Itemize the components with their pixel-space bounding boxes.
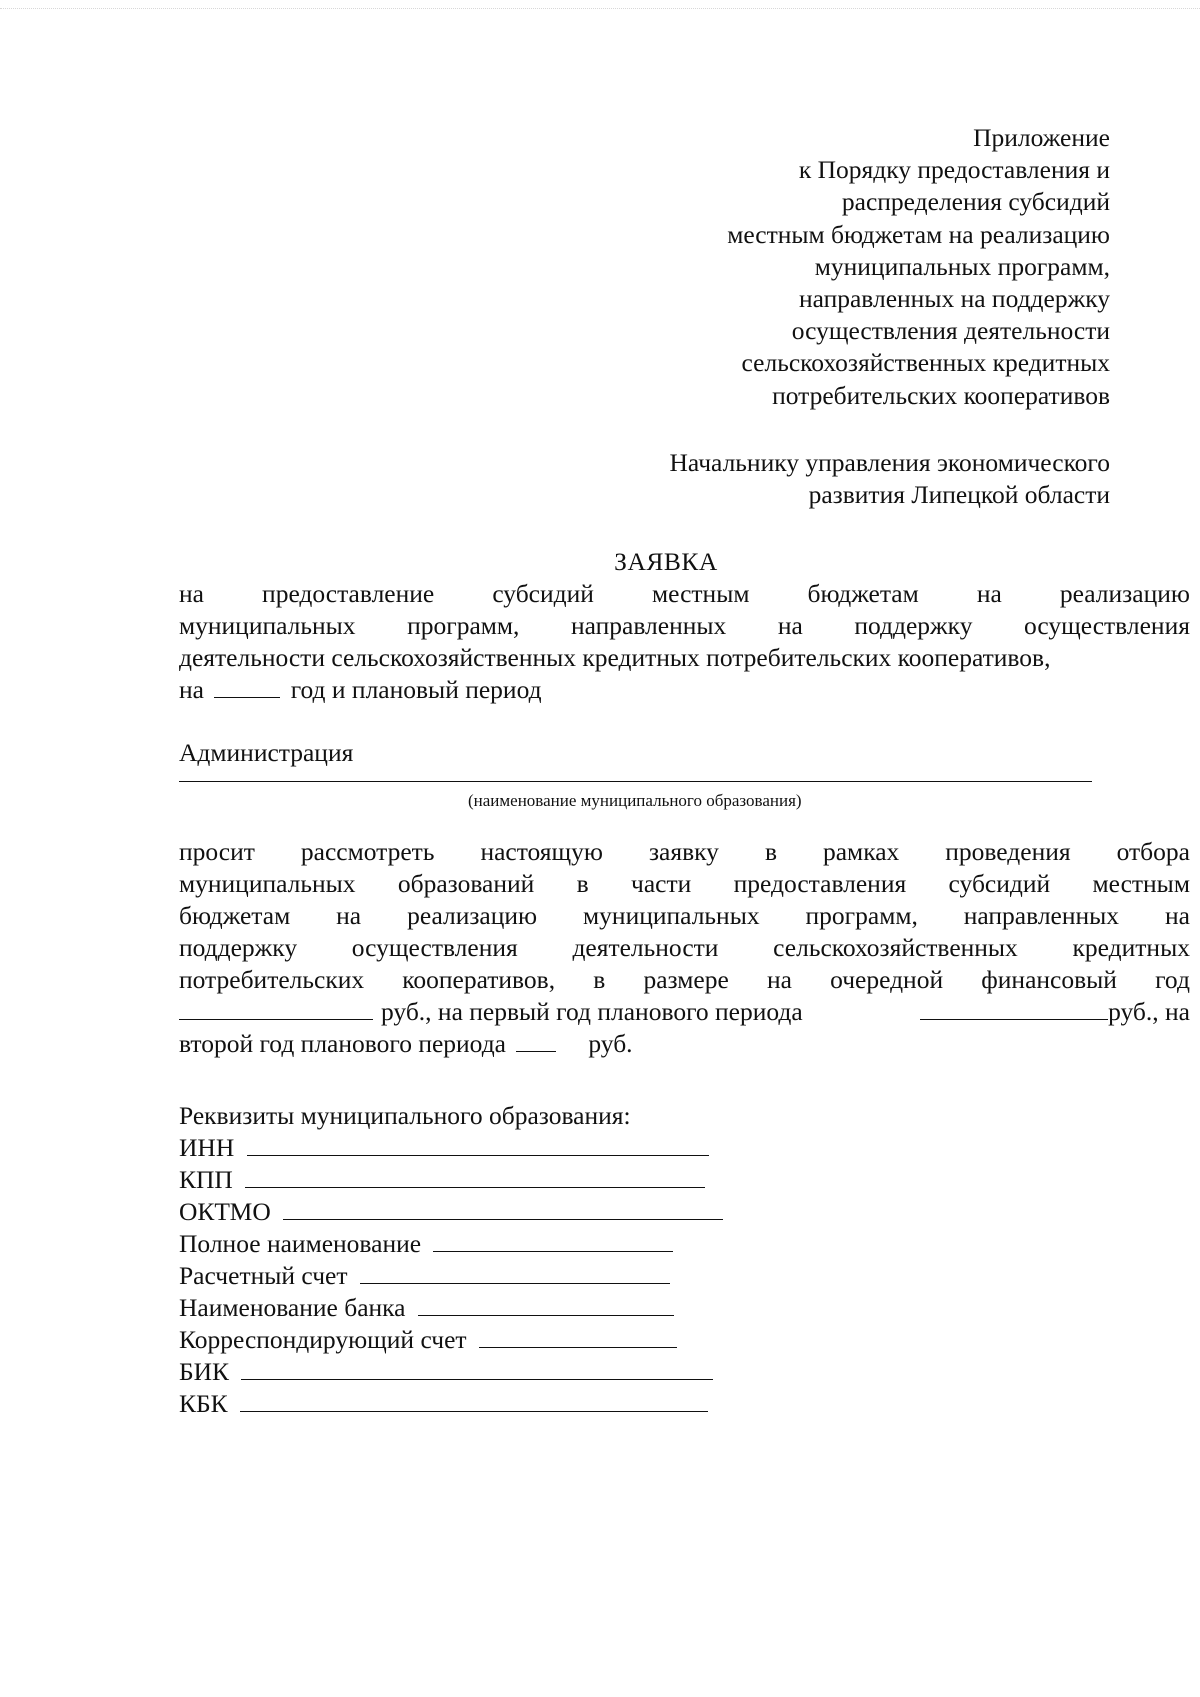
word: на — [777, 611, 803, 640]
appendix-line: осуществления деятельности — [791, 316, 1110, 346]
word: рамках — [822, 837, 900, 866]
word: муниципальных — [583, 901, 760, 930]
word: субсидий — [948, 869, 1051, 898]
word: образований — [397, 869, 535, 898]
word: поддержку — [854, 611, 973, 640]
kpp-blank-field[interactable] — [245, 1165, 705, 1188]
word: программ, — [407, 611, 520, 640]
word: бюджетам — [807, 579, 919, 608]
appendix-line: распределения субсидий — [841, 187, 1110, 217]
appendix-line: к Порядку предоставления и — [798, 155, 1110, 185]
word: в — [576, 869, 589, 898]
word: руб., на первый год планового периода — [381, 997, 803, 1026]
requisite-label: ОКТМО — [179, 1197, 271, 1226]
addressee-line: развития Липецкой области — [808, 480, 1110, 509]
requisites-heading: Реквизиты муниципального образования: — [179, 1101, 631, 1130]
word: муниципальных — [179, 869, 356, 898]
addressee-block — [550, 447, 1110, 511]
word: на — [976, 579, 1002, 608]
next-year-amount-blank-field[interactable] — [179, 997, 373, 1020]
requisite-bik — [179, 1356, 713, 1388]
word: бюджетам — [179, 901, 291, 930]
word: предоставление — [262, 579, 435, 608]
word: муниципальных — [179, 611, 356, 640]
word: заявку — [648, 837, 719, 866]
request-line-3 — [179, 900, 1190, 932]
appendix-header — [550, 122, 1110, 412]
word: просит — [179, 837, 255, 866]
oktmo-blank-field[interactable] — [283, 1197, 723, 1220]
appendix-line: муниципальных программ, — [814, 251, 1110, 281]
word: на — [766, 965, 792, 994]
word: год — [1155, 965, 1190, 994]
addressee-line: Начальнику управления экономического — [669, 448, 1110, 477]
appendix-line: направленных на поддержку — [798, 284, 1110, 314]
word: на — [179, 579, 204, 608]
requisite-kbk — [179, 1388, 708, 1420]
request-line-6 — [179, 996, 1190, 1028]
inn-blank-field[interactable] — [247, 1133, 709, 1156]
requisite-label: БИК — [179, 1357, 230, 1386]
word: руб., на — [1108, 997, 1190, 1026]
appendix-line: сельскохозяйственных кредитных — [741, 348, 1110, 378]
corr-account-blank-field[interactable] — [479, 1325, 677, 1348]
word: реализацию — [407, 901, 538, 930]
year-blank-field[interactable] — [214, 675, 280, 698]
word: на — [336, 901, 362, 930]
request-line-2 — [179, 868, 1190, 900]
word: части — [631, 869, 692, 898]
requisite-label: ИНН — [179, 1133, 235, 1162]
first-plan-year-amount-blank-field[interactable] — [920, 997, 1108, 1020]
requisite-label: Корреспондирующий счет — [179, 1325, 467, 1354]
municipality-name-blank-field[interactable] — [179, 781, 1092, 782]
word: субсидий — [492, 579, 594, 608]
word: кооперативов, — [402, 965, 556, 994]
word: осуществления — [1024, 611, 1190, 640]
word: очередной — [830, 965, 944, 994]
word-group — [179, 996, 803, 1028]
word-group — [920, 996, 1190, 1028]
word: местным — [652, 579, 750, 608]
kbk-blank-field[interactable] — [240, 1389, 708, 1412]
word: направленных — [571, 611, 727, 640]
word: деятельности — [572, 933, 719, 962]
requisite-inn — [179, 1132, 709, 1164]
request-line-1 — [179, 836, 1190, 868]
word: на — [1165, 901, 1190, 930]
requisite-account — [179, 1260, 670, 1292]
request-line-5 — [179, 964, 1190, 996]
word: осуществления — [351, 933, 518, 962]
requisite-corr-account — [179, 1324, 677, 1356]
requisite-full-name — [179, 1228, 673, 1260]
word: направленных — [963, 901, 1120, 930]
requisite-kpp — [179, 1164, 705, 1196]
word: реализацию — [1059, 579, 1190, 608]
subject-line-4 — [179, 674, 542, 706]
full-name-blank-field[interactable] — [433, 1229, 673, 1252]
requisite-oktmo — [179, 1196, 723, 1228]
subject-line-3: деятельности сельскохозяйственных кредитных потребительских кооперативов, — [179, 643, 1051, 672]
second-plan-year-amount-blank-field[interactable] — [516, 1029, 556, 1052]
municipality-name-caption: (наименование муниципального образования) — [468, 791, 802, 810]
word: поддержку — [179, 933, 298, 962]
bank-name-blank-field[interactable] — [418, 1293, 674, 1316]
requisite-label: Наименование банка — [179, 1293, 406, 1322]
requisite-label: КПП — [179, 1165, 233, 1194]
request-line-7 — [179, 1028, 633, 1060]
word: на — [179, 675, 204, 704]
requisite-bank-name — [179, 1292, 674, 1324]
word: второй год планового периода — [179, 1029, 506, 1058]
account-blank-field[interactable] — [360, 1261, 670, 1284]
appendix-line: потребительских кооперативов — [772, 380, 1110, 410]
bik-blank-field[interactable] — [241, 1357, 713, 1380]
word: потребительских — [179, 965, 365, 994]
word: сельскохозяйственных — [773, 933, 1018, 962]
requisite-label: Расчетный счет — [179, 1261, 348, 1290]
word: в — [764, 837, 777, 866]
word: в — [593, 965, 606, 994]
requisite-label: Полное наименование — [179, 1229, 422, 1258]
word: размере — [643, 965, 729, 994]
subject-line-2 — [179, 610, 1190, 642]
administration-label: Администрация — [179, 738, 354, 767]
scan-edge-line — [0, 8, 1200, 9]
word: отбора — [1116, 837, 1190, 866]
word: проведения — [945, 837, 1071, 866]
document-title: ЗАЯВКА — [614, 547, 718, 576]
word: кредитных — [1072, 933, 1190, 962]
word: предоставления — [733, 869, 907, 898]
word: программ, — [805, 901, 918, 930]
word: год и плановый период — [290, 675, 542, 704]
appendix-line: местным бюджетам на реализацию — [727, 219, 1110, 249]
word: настоящую — [480, 837, 603, 866]
word: руб. — [588, 1029, 633, 1058]
appendix-line: Приложение — [973, 123, 1110, 152]
request-line-4 — [179, 932, 1190, 964]
requisite-label: КБК — [179, 1389, 228, 1418]
subject-line-1 — [179, 578, 1190, 610]
word: местным — [1092, 869, 1190, 898]
word: финансовый — [981, 965, 1117, 994]
word: рассмотреть — [300, 837, 435, 866]
